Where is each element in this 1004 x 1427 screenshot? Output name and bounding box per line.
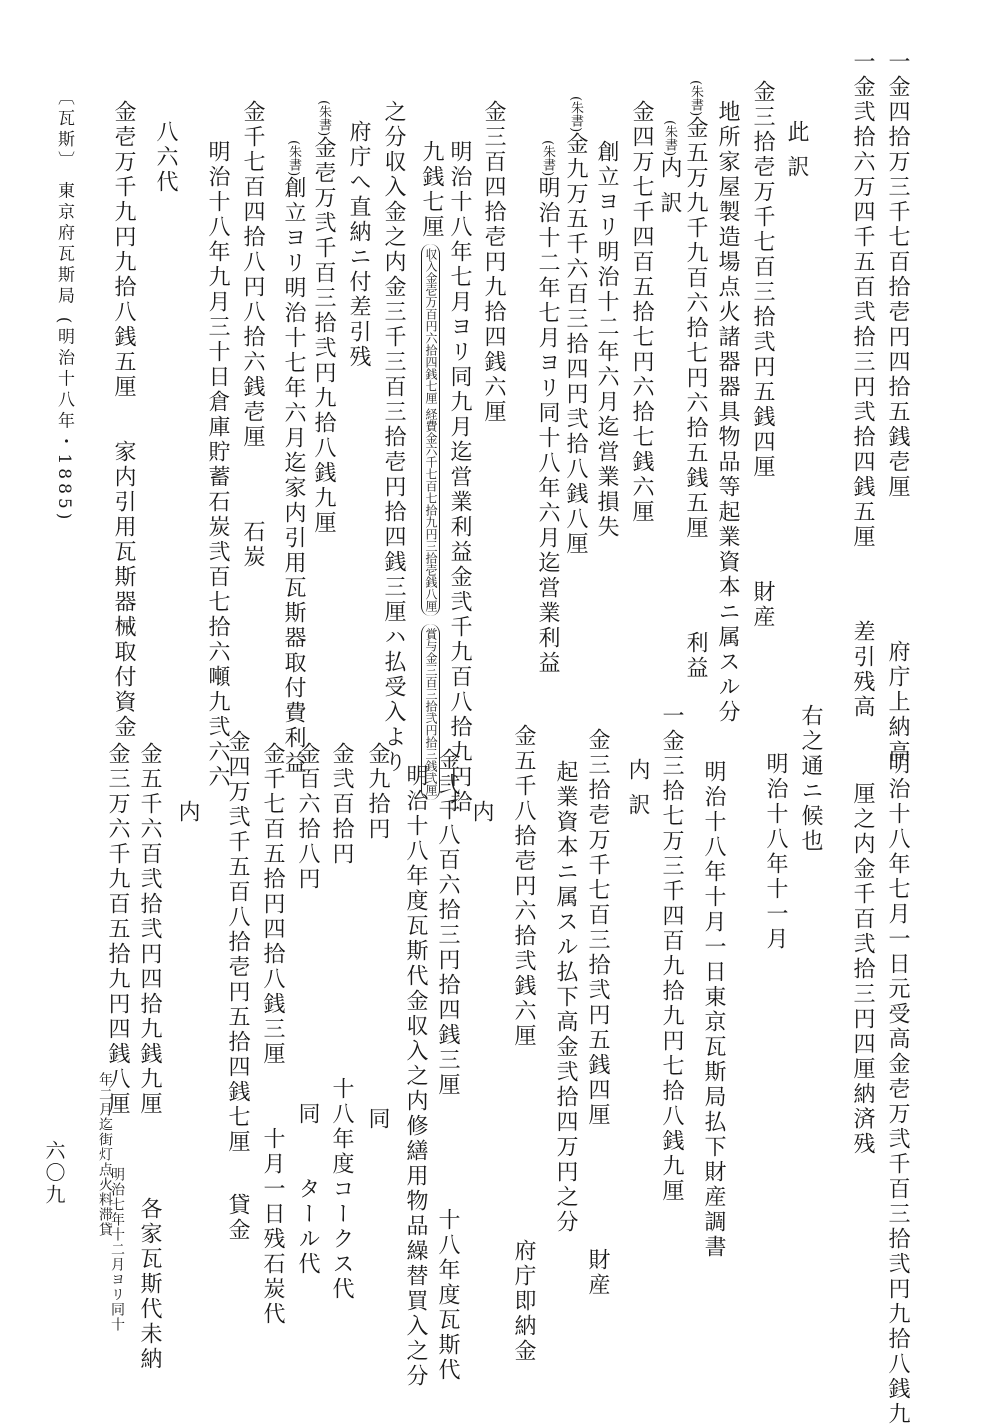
upper-col-14: 九銭七厘収入金壱万百円六拾四銭七厘 経費金六千七百七拾九円三拾壱銭八厘賞与金三百三拾弐円拾三銭弐厘 bbox=[420, 140, 442, 804]
upper-col-10: (朱書)金九万五千六百三拾四円弐拾八銭八厘 bbox=[563, 96, 588, 558]
lower-col-12: 金弐千八百六拾三円拾四銭三厘十八年度瓦斯代 bbox=[435, 748, 460, 1383]
lower-col-2: 厘之内金千百弐拾三円四厘納済残 bbox=[850, 782, 875, 1157]
lower-col-21b: 年二月迄街灯点火料滞貸 bbox=[97, 1072, 113, 1237]
lower-col-1: 明治十八年七月一日元受高金壱万弐千百三拾弐円九拾八銭九 bbox=[885, 752, 910, 1427]
upper-col-1: 一金四拾万三千七百拾壱円四拾五銭壱厘府庁上納高 bbox=[885, 50, 910, 765]
lower-col-17: 金千七百五拾円四拾八銭三厘十月一日残石炭代 bbox=[260, 742, 285, 1327]
upper-col-22: 金壱万千九円九拾八銭五厘家内引用瓦斯器械取付資金 bbox=[111, 100, 136, 740]
page-number: 六〇九 bbox=[42, 1140, 66, 1206]
upper-col-11: (朱書)明治十二年七月ヨリ同十八年六月迄営業利益 bbox=[535, 140, 560, 677]
lower-col-20: 金五千六百弐拾弐円四拾九銭九厘各家瓦斯代未納 bbox=[137, 742, 162, 1372]
bonus-note: 賞与金三百三拾弐円拾三銭弐厘 bbox=[421, 624, 440, 800]
upper-col-3: 此 訳 bbox=[784, 120, 809, 180]
upper-col-18: (朱書)創立ヨリ明治十七年六月迄家内引用瓦斯器取付費利益 bbox=[281, 140, 306, 777]
upper-col-16: 府庁へ直納ニ付差引残 bbox=[346, 120, 371, 370]
upper-col-6: (朱書)金五万九千九百六拾七円六拾五銭五厘利益 bbox=[683, 80, 708, 682]
lower-col-18: 金四万弐千五百八拾壱円五拾四銭七厘貸金 bbox=[225, 730, 250, 1243]
lower-col-13: 明治十八年度瓦斯代金収入之内修繕用物品繰替買入之分 bbox=[403, 764, 428, 1389]
source-footer: 〔瓦斯〕 東京府瓦斯局 (明治十八年・1885) bbox=[54, 88, 74, 524]
revenue-breakdown-note: 収入金壱万百円六拾四銭七厘 経費金六千七百七拾九円三拾壱銭八厘 bbox=[421, 244, 440, 616]
lower-col-6: 一金三拾七万三千四百九拾九円七拾八銭九厘 bbox=[659, 704, 684, 1204]
upper-col-7: (朱書)内 訳 bbox=[657, 120, 682, 217]
upper-col-2: 一金弐拾六万四千五百弐拾三円弐拾四銭五厘差引残高 bbox=[850, 50, 875, 720]
lower-col-11: 内 bbox=[469, 800, 494, 825]
upper-col-12: 金三百四拾壱円九拾四銭六厘 bbox=[481, 100, 506, 425]
lower-col-21: 金三万六千九百五拾九円四銭八厘明治七年十二月ヨリ同十 bbox=[105, 742, 130, 1332]
lower-col-19: 内 bbox=[175, 800, 200, 825]
upper-col-20: 明治十八年九月三十日倉庫貯蓄石炭弐百七拾六噸九弐六六 bbox=[205, 140, 230, 790]
lower-col-7: 内 訳 bbox=[625, 758, 650, 818]
lower-col-15: 金弐百拾円十八年度コークス代 bbox=[329, 742, 354, 1302]
upper-col-8: 金四万七千四百五拾七円六拾七銭六厘 bbox=[629, 100, 654, 525]
upper-col-19: 金千七百四拾八円八拾六銭壱厘石炭 bbox=[240, 100, 265, 570]
upper-col-21: 八六代 bbox=[153, 120, 178, 195]
lower-col-8: 金三拾壱万千七百三拾弐円五銭四厘財産 bbox=[585, 728, 610, 1298]
lower-col-9: 起業資本ニ属スル払下高金弐拾四万円之分 bbox=[553, 760, 578, 1235]
upper-col-17: (朱書)金壱万弐千百三拾弐円九拾八銭九厘 bbox=[311, 100, 336, 537]
lower-col-5: 明治十八年十月一日東京瓦斯局払下財産調書 bbox=[701, 760, 726, 1260]
lower-col-10: 金五千八拾壱円六拾弐銭六厘府庁即納金 bbox=[511, 724, 536, 1364]
upper-col-4: 金三拾壱万千七百三拾弐円五銭四厘財産 bbox=[750, 80, 775, 630]
upper-col-13: 明治十八年七月ヨリ同九月迄営業利益金弐千九百八拾九円拾 bbox=[447, 140, 472, 815]
upper-col-9: 創立ヨリ明治十二年六月迄営業損失 bbox=[594, 140, 619, 540]
upper-col-5: 地所家屋製造場点火諸器器具物品等起業資本ニ属スル分 bbox=[715, 100, 740, 725]
upper-col-15: 之分収入金之内金三千三百三拾壱円拾四銭三厘ハ払受入より bbox=[381, 100, 406, 775]
lower-col-14: 金九拾円同 bbox=[365, 742, 390, 1132]
lower-col-16: 金百六拾八円同 タール代 bbox=[295, 742, 320, 1277]
lower-col-3: 右之通ニ候也 bbox=[798, 704, 823, 854]
lower-col-4: 明治十八年十一月 bbox=[763, 752, 788, 952]
